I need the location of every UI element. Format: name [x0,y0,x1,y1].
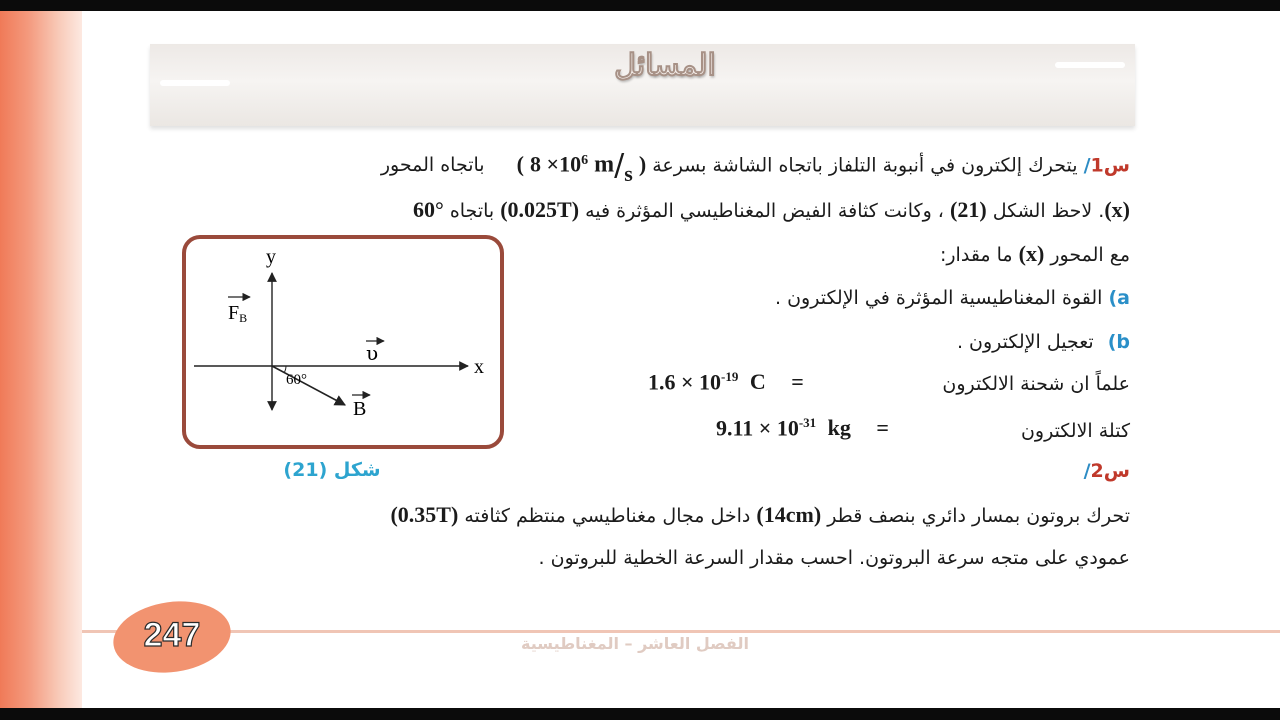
option-b-text: تعجيل الإلكترون . [956,331,1094,353]
speed-unit-s: s [624,161,633,187]
charge-unit: C [749,369,766,395]
speed-mantissa: 8 ×10 [530,151,582,177]
figure-21-frame [182,235,504,449]
speed-open: ( [638,151,647,177]
q1-line-3 [940,241,1130,268]
axis-x-2: (x) [1018,241,1045,266]
q1-text: يتحرك إلكترون في أنبوبة التلفاز باتجاه الشاشة بسرعة [652,154,1078,177]
page-margin-strip [0,11,82,708]
question-number: س1 [1090,154,1130,177]
charge-value: 1.6 × 10 [648,369,722,395]
y-axis-label: y [266,246,276,268]
q1-line3-text2: ما مقدار: [939,244,1013,266]
x-axis-label: x [474,356,484,378]
chapter-footer: الفصل العاشر – المغناطيسية [521,634,749,653]
charge-label: علماً ان شحنة الالكترون [942,373,1130,395]
force-label [228,302,247,325]
force-subscript: B [239,311,248,325]
page-number: 247 [143,616,201,654]
figure-caption: شكل (21) [283,459,381,481]
charge-equals: = [791,369,804,395]
vector-diagram [186,239,500,445]
mass-unit: kg [827,415,851,441]
axis-x: (x) [1104,197,1130,222]
mass-label: كتلة الالكترون [1020,420,1130,442]
q2-line1-text1: تحرك بروتون بمسار دائري بنصف قطر [827,505,1130,527]
mass-value: 9.11 × 10 [716,415,799,441]
force-symbol: F [228,302,240,324]
option-a [775,285,1130,311]
option-b-label: b) [1107,331,1130,353]
field-value: (0.025T) [500,197,580,222]
bottom-letterbox [0,708,1280,720]
q1-line-2 [413,197,1130,224]
q1-line2-text2: ، وكانت كثافة الفيض المغناطيسي المؤثرة فيه [585,200,944,222]
option-b [957,329,1130,355]
footer-rule [82,630,1280,633]
mass-equals: = [876,415,889,441]
mass-exponent: -31 [798,415,817,430]
option-a-text: القوة المغناطيسية المؤثرة في الإلكترون . [775,287,1103,309]
q1-tail: باتجاه المحور [380,154,485,177]
speed-exponent: 6 [581,153,589,168]
figure-ref: (21) [950,197,987,222]
option-a-label: a) [1108,287,1130,309]
charge-exponent: -19 [721,369,739,384]
q1-line3-text1: مع المحور [1050,244,1130,266]
question-2-slash: / [1083,460,1091,482]
radius-value: (14cm) [756,502,822,527]
angle-label: 60° [286,372,307,388]
unit-slash: / [614,148,625,184]
mass-equation [716,415,889,441]
page-title: المسائل [614,48,716,83]
angle-value: 60° [412,197,444,222]
charge-equation [648,369,804,395]
q1-line2-text1: . لاحظ الشكل [992,200,1105,222]
question-slash: / [1083,154,1091,177]
speed-close: ) [516,151,524,177]
speed-value [530,148,633,187]
q1-line-1 [380,148,1130,187]
q2-line1-text2: داخل مجال مغناطيسي منتظم كثافته [464,505,751,527]
b-field-arrow [272,366,345,405]
velocity-label: υ [366,341,379,365]
b-label: B [353,398,367,420]
q2-field-value: (0.35T) [390,502,459,527]
q2-line-1 [390,502,1130,529]
q2-header [1084,458,1130,484]
q1-line2-text3: باتجاه [449,200,495,222]
top-letterbox [0,0,1280,11]
question-2-number: س2 [1090,460,1130,482]
speed-unit-m: m [594,151,615,178]
q2-line-2: عمودي على متجه سرعة البروتون. احسب مقدار السرعة الخطية للبروتون . [538,547,1130,569]
